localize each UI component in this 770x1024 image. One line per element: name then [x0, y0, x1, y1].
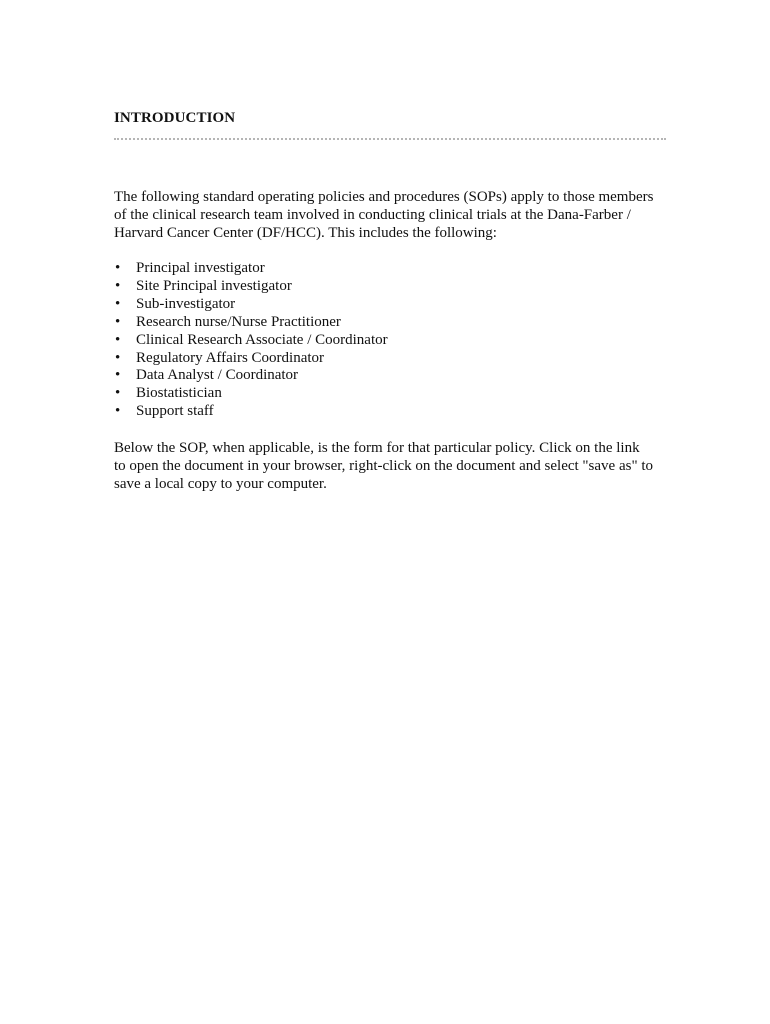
instructions-line: to open the document in your browser, right-click on the document and select "save as" to: [114, 458, 653, 474]
instructions-line: Below the SOP, when applicable, is the form for that particular policy. Click on the link: [114, 440, 640, 456]
intro-line: Harvard Cancer Center (DF/HCC). This includes the following:: [114, 225, 497, 241]
bullet-icon: •: [115, 277, 121, 294]
bullet-icon: •: [115, 385, 121, 402]
bullet-icon: •: [115, 313, 121, 330]
list-item: [114, 278, 388, 296]
list-item: [114, 350, 388, 368]
bullet-icon: •: [115, 403, 121, 420]
section-heading: INTRODUCTION: [114, 110, 236, 126]
list-item: [114, 296, 388, 314]
roles-list: [114, 260, 388, 421]
list-item: [114, 385, 388, 403]
role-label: Data Analyst / Coordinator: [136, 367, 299, 384]
role-label: Support staff: [136, 403, 214, 420]
bullet-icon: •: [115, 331, 121, 348]
role-label: Regulatory Affairs Coordinator: [136, 349, 325, 366]
bullet-icon: •: [115, 349, 121, 366]
role-label: Research nurse/Nurse Practitioner: [136, 313, 341, 330]
role-label: Sub-investigator: [136, 295, 236, 312]
bullet-icon: •: [115, 260, 121, 276]
role-label: Biostatistician: [136, 385, 222, 402]
role-label: Site Principal investigator: [136, 277, 292, 294]
list-item: [114, 332, 388, 350]
intro-line: The following standard operating policies and procedures (SOPs) apply to those members: [114, 189, 654, 205]
list-item: [114, 403, 388, 421]
dotted-divider: [114, 138, 666, 140]
bullet-icon: •: [115, 295, 121, 312]
list-item: [114, 314, 388, 332]
list-item: [114, 367, 388, 385]
role-label: Clinical Research Associate / Coordinator: [136, 331, 388, 348]
intro-line: of the clinical research team involved in conducting clinical trials at the Dana-Farber /: [114, 207, 631, 223]
instructions-line: save a local copy to your computer.: [114, 476, 327, 492]
bullet-icon: •: [115, 367, 121, 384]
instructions-paragraph: [114, 439, 674, 493]
list-item: [114, 260, 388, 278]
role-label: Principal investigator: [136, 260, 265, 276]
intro-paragraph: [114, 188, 674, 242]
